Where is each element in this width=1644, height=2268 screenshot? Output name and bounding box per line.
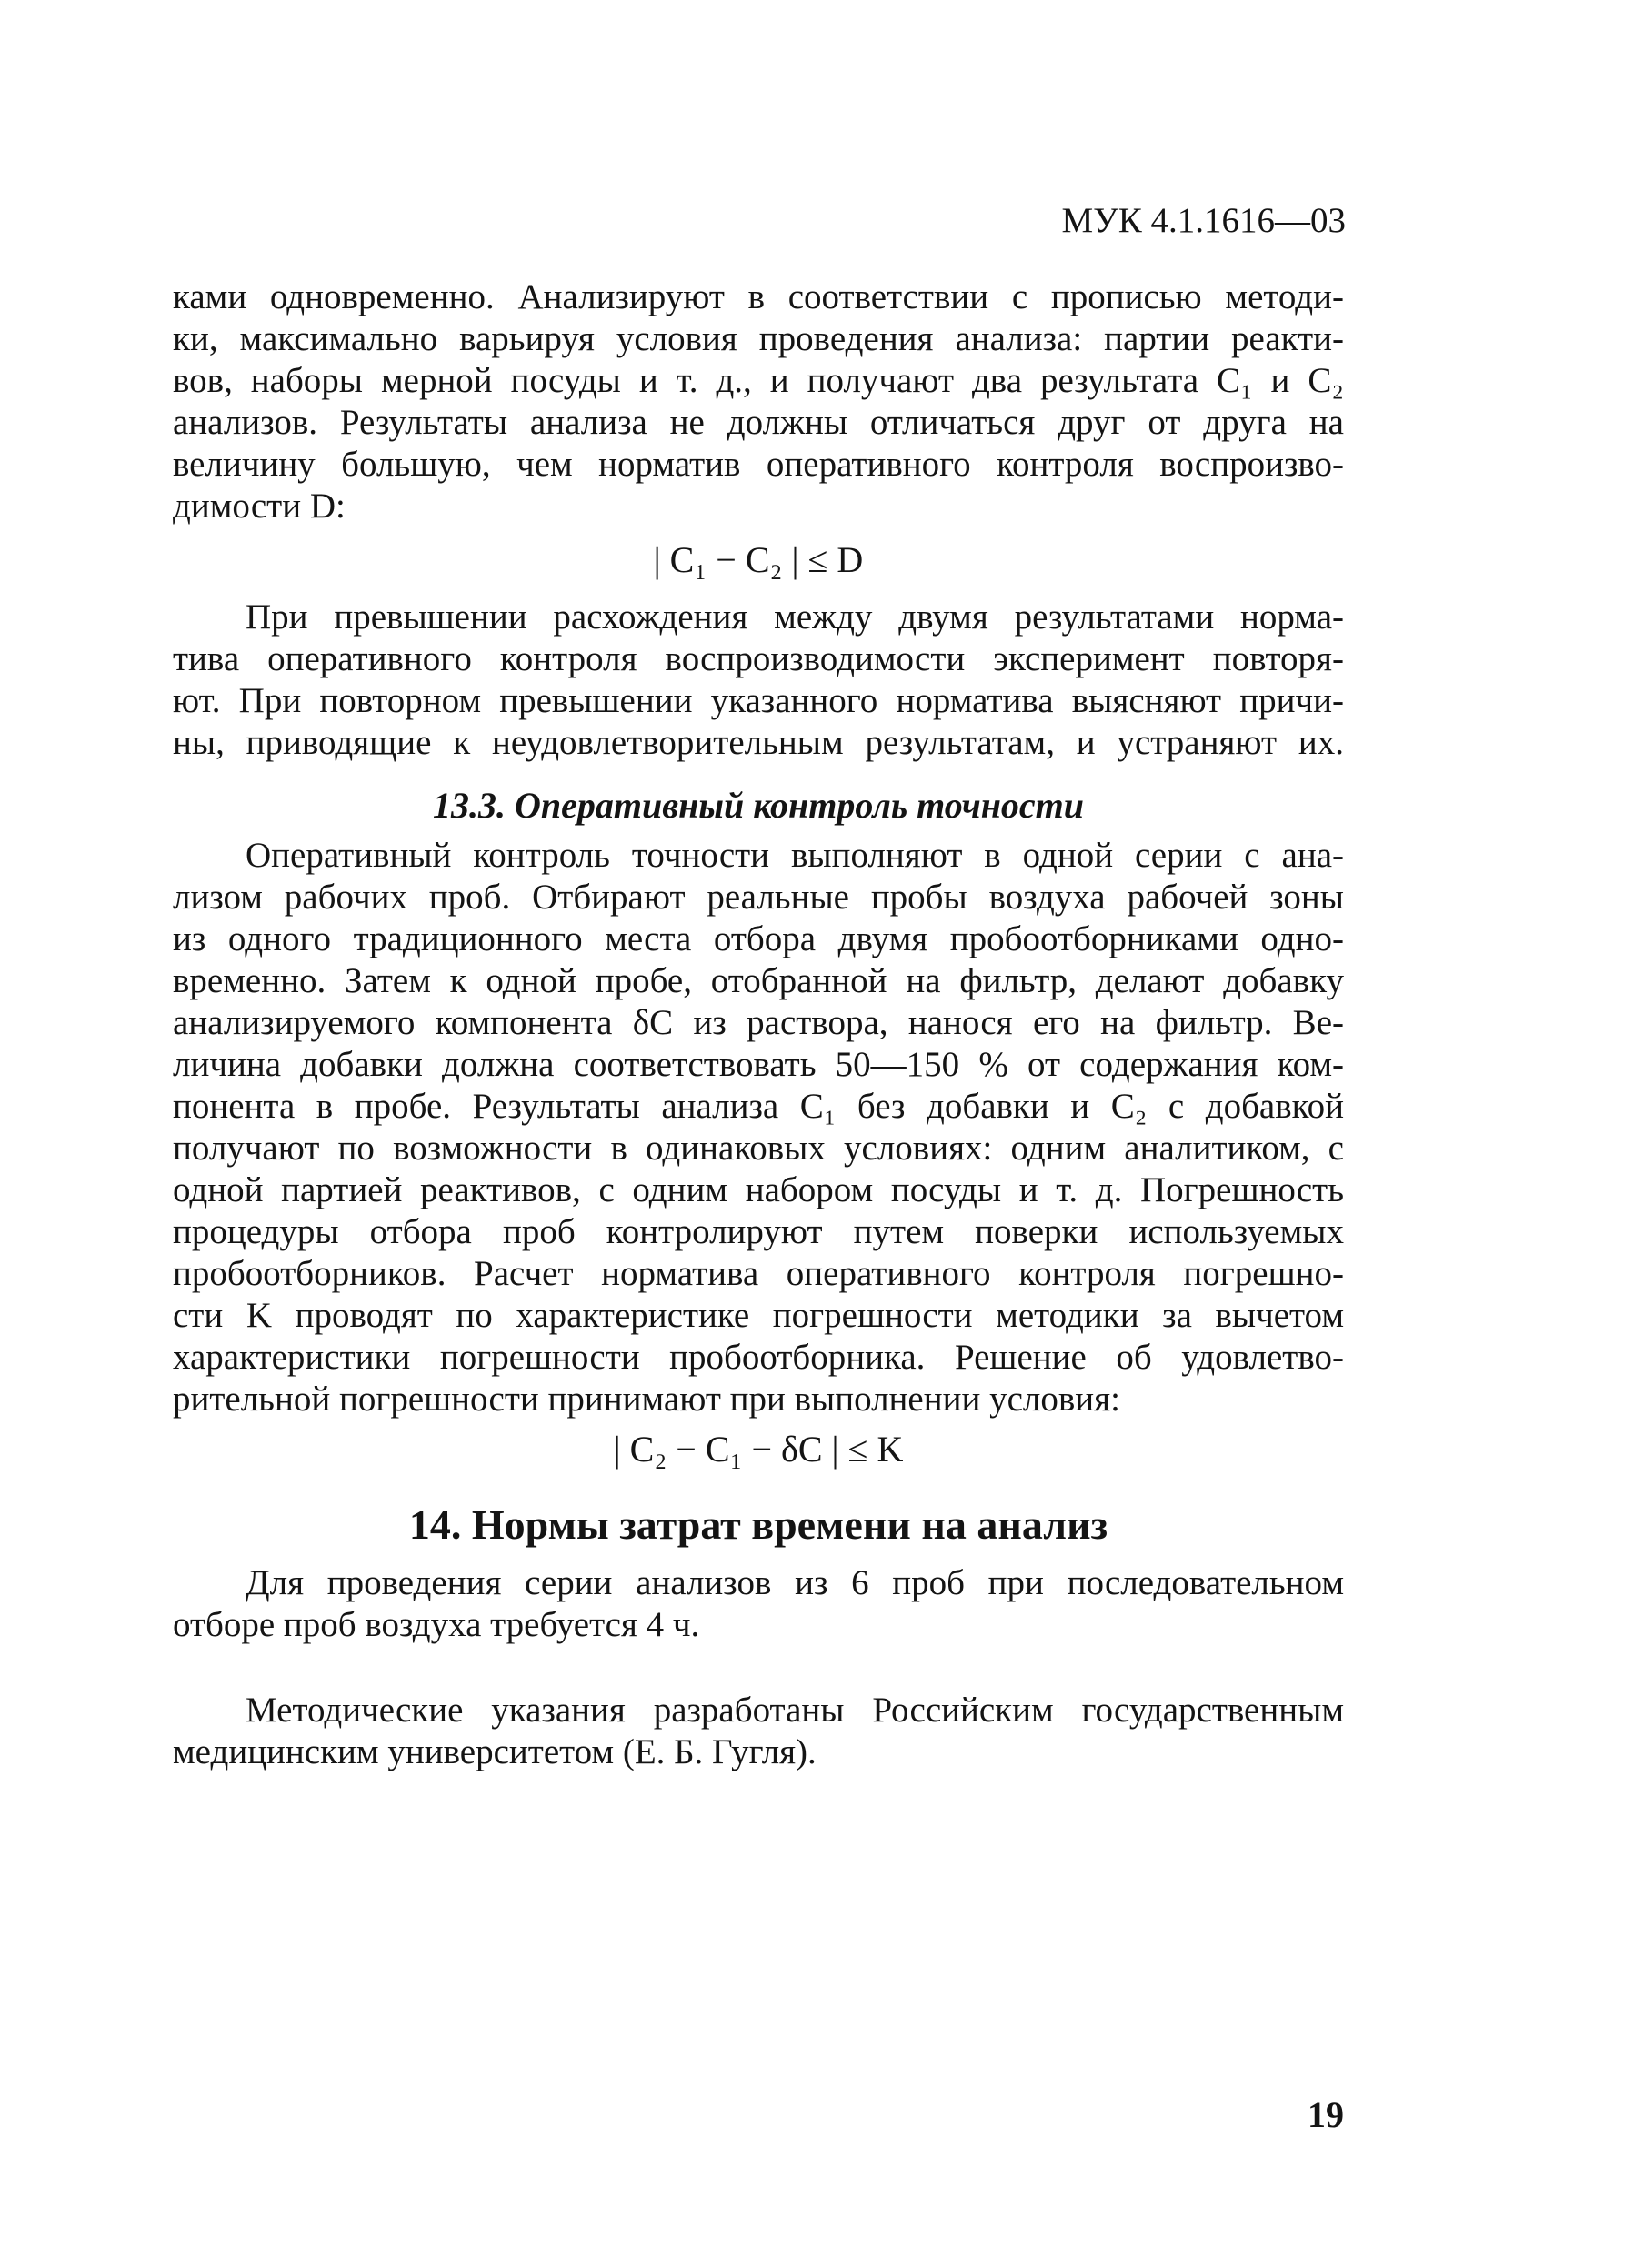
paragraph-5-line-2: медицинским университетом (Е. Б. Гугля). xyxy=(173,1732,817,1771)
paragraph-3-line-5: анализируемого компонента δC из раствора, нанося его на фильтр. Ве- xyxy=(173,1003,1344,1042)
paragraph-3-line-13: характеристики погрешности пробоотборника. Решение об удовлетво- xyxy=(173,1338,1344,1377)
page-number: 19 xyxy=(1308,2094,1344,2135)
paragraph-3-line-9: одной партией реактивов, с одним набором посуды и т. д. Погрешность xyxy=(173,1170,1344,1209)
paragraph-3-line-1: Оперативный контроль точности выполняют в одной серии с ана- xyxy=(246,836,1344,875)
paragraph-3-line-11: пробоотборников. Расчет норматива оперативного контроля погрешно- xyxy=(173,1254,1344,1293)
paragraph-3-line-8: получают по возможности в одинаковых условиях: одним аналитиком, с xyxy=(173,1129,1344,1168)
paragraph-4-line-1: Для проведения серии анализов из 6 проб при последовательном xyxy=(246,1563,1344,1602)
paragraph-2-line-3: ют. При повторном превышении указанного норматива выясняют причи- xyxy=(173,681,1344,720)
paragraph-1-line-4: анализов. Результаты анализа не должны отличаться друг от друга на xyxy=(173,403,1344,442)
formula-reproducibility: | C₁ − C₂ | ≤ D xyxy=(653,539,864,580)
subsection-title: 13.3. Оперативный контроль точности xyxy=(432,785,1085,826)
document-code: МУК 4.1.1616—03 xyxy=(1061,201,1346,240)
paragraph-3-line-14: рительной погрешности принимают при выполнении условия: xyxy=(173,1380,1120,1419)
section-title: 14. Нормы затрат времени на анализ xyxy=(408,1501,1108,1548)
paragraph-3-line-12: сти K проводят по характеристике погрешности методики за вычетом xyxy=(173,1296,1344,1335)
paragraph-3-line-6: личина добавки должна соответствовать 50—150 % от содержания ком- xyxy=(173,1045,1344,1084)
paragraph-2-line-1: При превышении расхождения между двумя результатами норма- xyxy=(246,597,1344,637)
paragraph-1-line-3: вов, наборы мерной посуды и т. д., и получают два результата C₁ и C₂ xyxy=(173,361,1344,400)
formula-accuracy: | C₂ − C₁ − δC | ≤ K xyxy=(613,1429,904,1470)
paragraph-1-line-6: димости D: xyxy=(173,487,346,526)
paragraph-2-line-2: тива оперативного контроля воспроизводимости эксперимент повторя- xyxy=(173,639,1344,678)
paragraph-5-line-1: Методические указания разработаны Российским государственным xyxy=(246,1691,1344,1730)
paragraph-3-line-2: лизом рабочих проб. Отбирают реальные пробы воздуха рабочей зоны xyxy=(173,878,1344,917)
paragraph-4-line-2: отборе проб воздуха требуется 4 ч. xyxy=(173,1605,700,1644)
paragraph-1-line-2: ки, максимально варьируя условия проведения анализа: партии реакти- xyxy=(173,319,1344,358)
paragraph-3-line-4: временно. Затем к одной пробе, отобранной на фильтр, делают добавку xyxy=(173,961,1344,1000)
paragraph-3-line-7: понента в пробе. Результаты анализа C₁ без добавки и C₂ с добавкой xyxy=(173,1087,1344,1126)
paragraph-3-line-3: из одного традиционного места отбора двумя пробоотборниками одно- xyxy=(173,919,1344,958)
paragraph-3-line-10: процедуры отбора проб контролируют путем поверки используемых xyxy=(173,1212,1344,1251)
paragraph-2-line-4: ны, приводящие к неудовлетворительным результатам, и устраняют их. xyxy=(173,723,1344,762)
paragraph-1-line-1: ками одновременно. Анализируют в соответствии с прописью методи- xyxy=(173,277,1344,316)
paragraph-1-line-5: величину большую, чем норматив оперативного контроля воспроизво- xyxy=(173,445,1344,484)
